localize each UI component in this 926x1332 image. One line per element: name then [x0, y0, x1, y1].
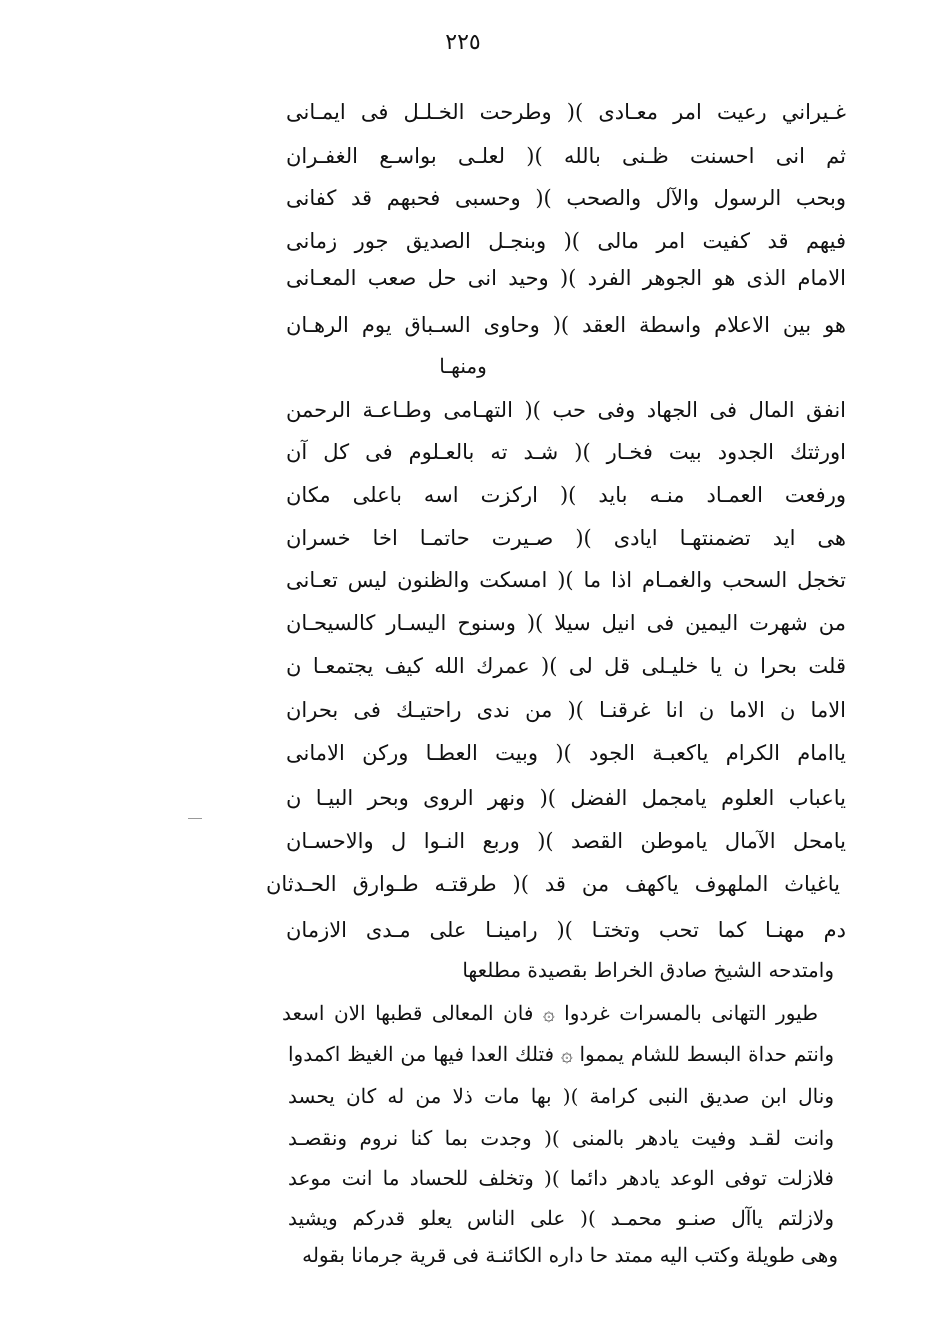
verse-line: انفق المال فى الجهاد وفى حب )( التهـامى وطـاعـة الرحمن: [286, 398, 846, 422]
page-number: ٢٢٥: [445, 30, 481, 55]
verse-line: غـيراني رعيت امر معـادى )( وطرحت الخـلـل فى ايمـانى: [286, 100, 846, 124]
verse-line: هى ايد تضمنتهـا ايادى )( صـيرت حاتمـا اخا خسران: [286, 526, 846, 550]
verse-line: ياعباب العلوم يامجمل الفضل )( ونهر الروى وبحر البيـا ن: [286, 786, 846, 810]
verse-line: هو بين الاعلام واسطة العقد )( وحاوى السـباق يوم الرهـان: [286, 313, 846, 337]
verse-line: ولازلتم ياآل صنـو محمـد )( على الناس يعلو قدركم ويشيد: [288, 1206, 834, 1230]
verse-line: ياغياث الملهوف ياكهف من قد )( طرقتـه طـوارق الحـدثان: [266, 872, 840, 896]
verse-line: من شهرت اليمين فى انيل سيلا )( وسنوح اليسـار كالسيحـان: [286, 611, 846, 635]
verse-line: فيهم قد كفيت امر مالى )( وبنجـل الصديق جور زمانى: [286, 229, 846, 253]
verse-line: وانتم حداة البسط للشام يمموا ۞ فتلك العدا فيها من الغيظ اكمدوا: [288, 1042, 834, 1066]
verse-line: ورفعت العمـاد منـه بايد )( اركزت اسه باعلى مكان: [286, 483, 846, 507]
verse-line: اورثتك الجدود بيت فخـار )( شـد ته بالعـلوم فى كل آن: [286, 440, 846, 464]
verse-line: وبحب الرسول والآل والصحب )( وحسبى فحبهم قد كفانى: [286, 186, 846, 210]
verse-line: ثم انى احسنت ظـنى بالله )( لعلـى بواسـع الغفـران: [286, 144, 846, 168]
verse-line: ياامام الكرام ياكعبـة الجود )( وبيت العطـا وركن الامانى: [286, 741, 846, 765]
verse-line: تخجل السحب والغمـام اذا ما )( امسكت والظنون ليس تعـانى: [286, 568, 846, 592]
verse-line: قلت بحرا ن يا خليـلى قل لى )( عمرك الله كيف يجتمعـا ن: [286, 654, 846, 678]
prose-line: وهى طويلة وكتب اليه ممتد حا داره الكائنـة فى قرية جرمانا بقوله: [302, 1243, 838, 1267]
verse-line: طيور التهانى بالمسرات غردوا ۞ فان المعالى قطبها الان اسعد: [282, 1001, 818, 1025]
verse-line: يامحل الآمال ياموطن القصد )( وربع النـوا ل والاحسـان: [286, 829, 846, 853]
prose-line: وامتدحه الشيخ صادق الخراط بقصيدة مطلعها: [462, 958, 834, 982]
section-heading: ومنهـا: [439, 354, 487, 378]
verse-line: الامام الذى هو الجوهر الفرد )( وحيد انى حل صعب المعـانى: [286, 266, 846, 290]
margin-mark: [188, 818, 202, 819]
verse-line: وانت لقـد وفيت يادهر بالمنى )( وجدت بما كنا نروم ونقصـد: [288, 1126, 834, 1150]
verse-line: الاما ن الاما ن انا غرقنـا )( من ندى راحتيـك فى بحران: [286, 698, 846, 722]
verse-line: ونال ابن صديق النبى كرامة )( بها مات ذلا من له كان يحسد: [288, 1084, 834, 1108]
verse-line: فلازلت توفى الوعد يادهر دائما )( وتخلف للحساد ما انت موعد: [288, 1166, 834, 1190]
verse-line: دم مهنـا كما تحب وتختـا )( رامينـا على مـدى الازمان: [286, 918, 846, 942]
